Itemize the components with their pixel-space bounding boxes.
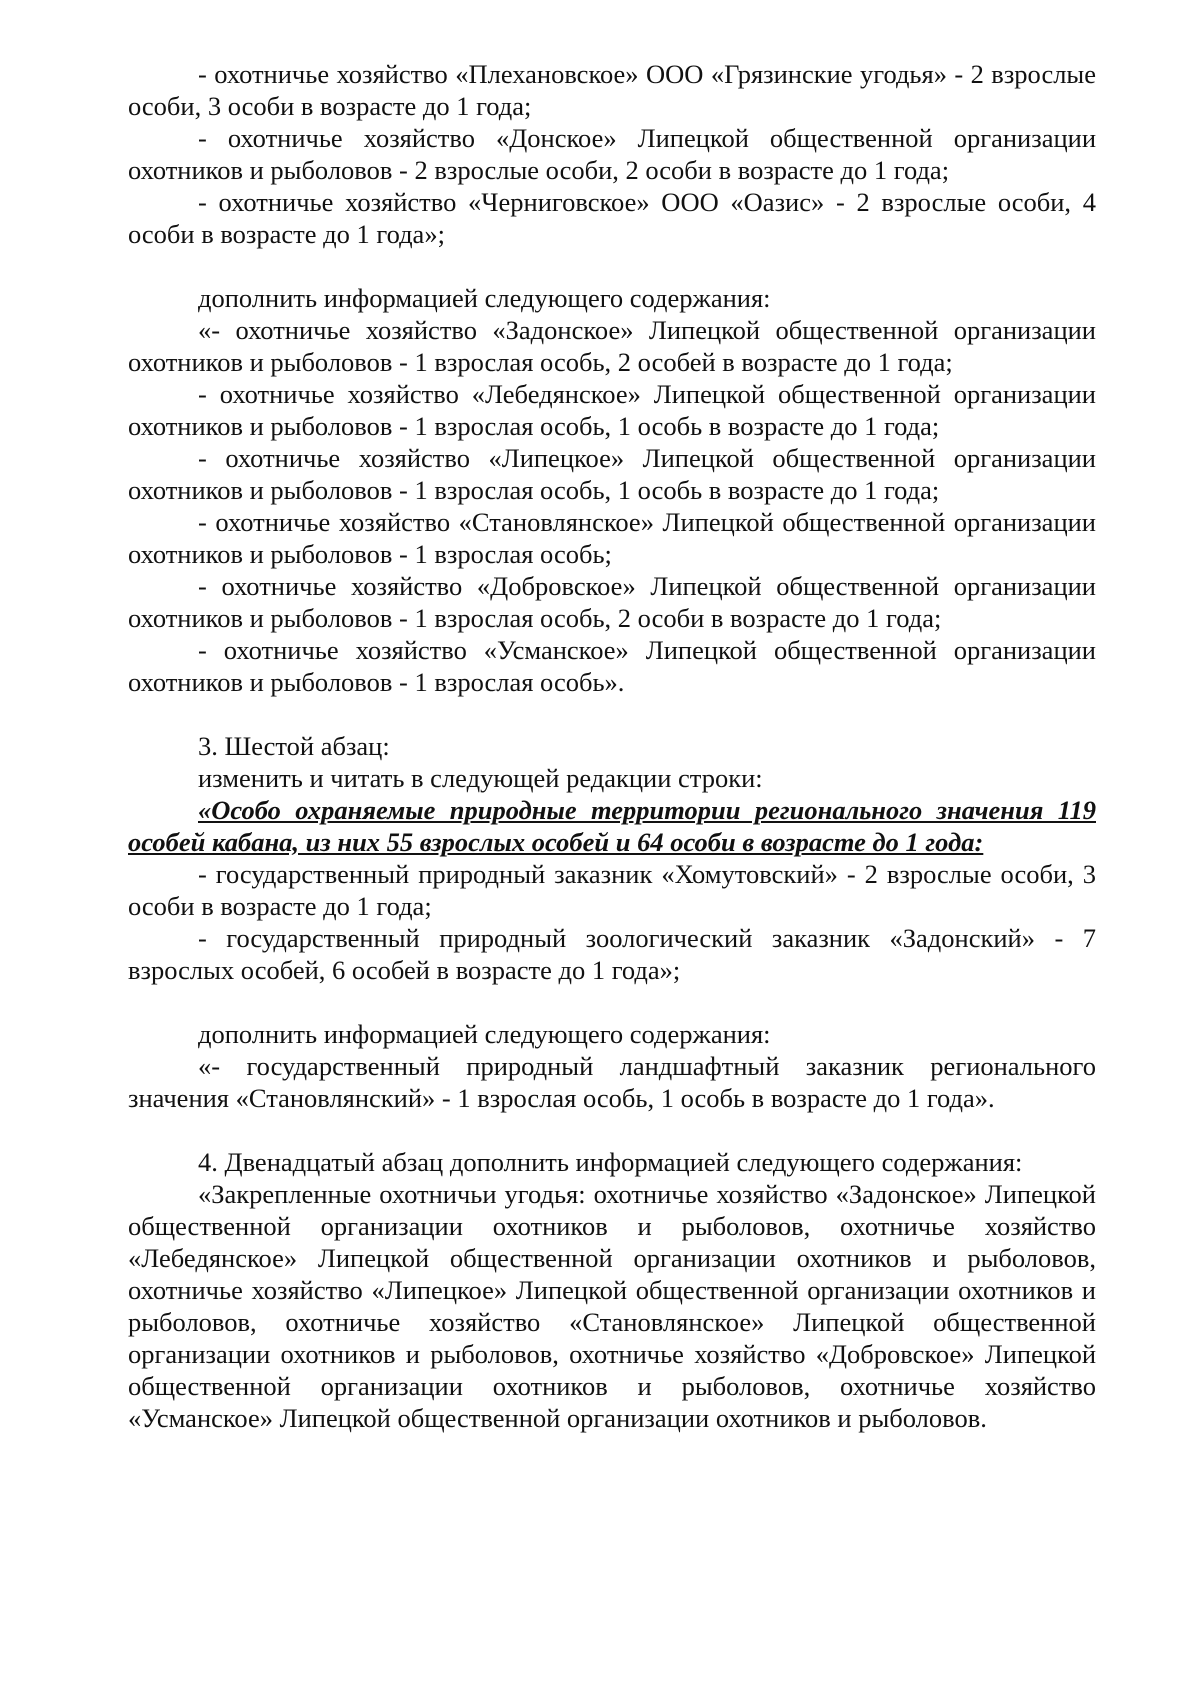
paragraph-gap xyxy=(128,986,1096,1018)
section-3-instruction: изменить и читать в следующей редакции строки: xyxy=(198,763,763,793)
list-item: «- государственный природный ландшафтный заказник регионального значения «Становлянский» - 1 взрослая особь, 1 особь в возрасте до 1 года». xyxy=(128,1051,1096,1113)
add-intro-2: дополнить информацией следующего содержания: xyxy=(198,1019,771,1049)
list-item: - охотничье хозяйство «Донское» Липецкой общественной организации охотников и рыболовов - 2 взрослые особи, 2 особи в возрасте до 1 года; xyxy=(128,123,1096,185)
paragraph-gap xyxy=(128,1114,1096,1146)
list-item: - охотничье хозяйство «Липецкое» Липецкой общественной организации охотников и рыболовов - 1 взрослая особь, 1 особь в возрасте до 1 года; xyxy=(128,443,1096,505)
paragraph-gap xyxy=(128,698,1096,730)
list-item: «- охотничье хозяйство «Задонское» Липецкой общественной организации охотников и рыболовов - 1 взрослая особь, 2 особей в возрасте до 1 года; xyxy=(128,315,1096,377)
section-4-text: «Закрепленные охотничьи угодья: охотничье хозяйство «Задонское» Липецкой общественной организации охотников и рыболовов, охотничье хозяйство «Лебедянское» Липецкой общественной организации охотников и рыболовов, охотничье хозяйство «Липецкое» Липецкой общественной организации охотников и рыболовов, охотничье хозяйство «Становлянское» Липецкой общественной организации охотников и рыболовов, охотничье хозяйство «Добровское» Липецкой общественной организации охотников и рыболовов, охотничье хозяйство «Усманское» Липецкой общественной организации охотников и рыболовов. xyxy=(128,1179,1096,1433)
section-4-heading: 4. Двенадцатый абзац дополнить информацией следующего содержания: xyxy=(198,1147,1023,1177)
list-item: - государственный природный зоологический заказник «Задонский» - 7 взрослых особей, 6 особей в возрасте до 1 года»; xyxy=(128,923,1096,985)
section-3-emphasis: «Особо охраняемые природные территории регионального значения 119 особей кабана, из них 55 взрослых особей и 64 особи в возрасте до 1 года: xyxy=(128,795,1096,857)
list-item: - государственный природный заказник «Хомутовский» - 2 взрослые особи, 3 особи в возрасте до 1 года; xyxy=(128,859,1096,921)
list-item: - охотничье хозяйство «Добровское» Липецкой общественной организации охотников и рыболовов - 1 взрослая особь, 2 особи в возрасте до 1 года; xyxy=(128,571,1096,633)
list-item: - охотничье хозяйство «Черниговское» ООО «Оазис» - 2 взрослые особи, 4 особи в возрасте до 1 года»; xyxy=(128,187,1096,249)
add-intro-1: дополнить информацией следующего содержания: xyxy=(198,283,771,313)
list-item: - охотничье хозяйство «Усманское» Липецкой общественной организации охотников и рыболовов - 1 взрослая особь». xyxy=(128,635,1096,697)
list-item: - охотничье хозяйство «Лебедянское» Липецкой общественной организации охотников и рыболовов - 1 взрослая особь, 1 особь в возрасте до 1 года; xyxy=(128,379,1096,441)
list-item: - охотничье хозяйство «Плехановское» ООО «Грязинские угодья» - 2 взрослые особи, 3 особи в возрасте до 1 года; xyxy=(128,59,1096,121)
section-3-heading: 3. Шестой абзац: xyxy=(198,731,390,761)
document-body xyxy=(128,58,1096,1434)
paragraph-gap xyxy=(128,250,1096,282)
list-item: - охотничье хозяйство «Становлянское» Липецкой общественной организации охотников и рыболовов - 1 взрослая особь; xyxy=(128,507,1096,569)
